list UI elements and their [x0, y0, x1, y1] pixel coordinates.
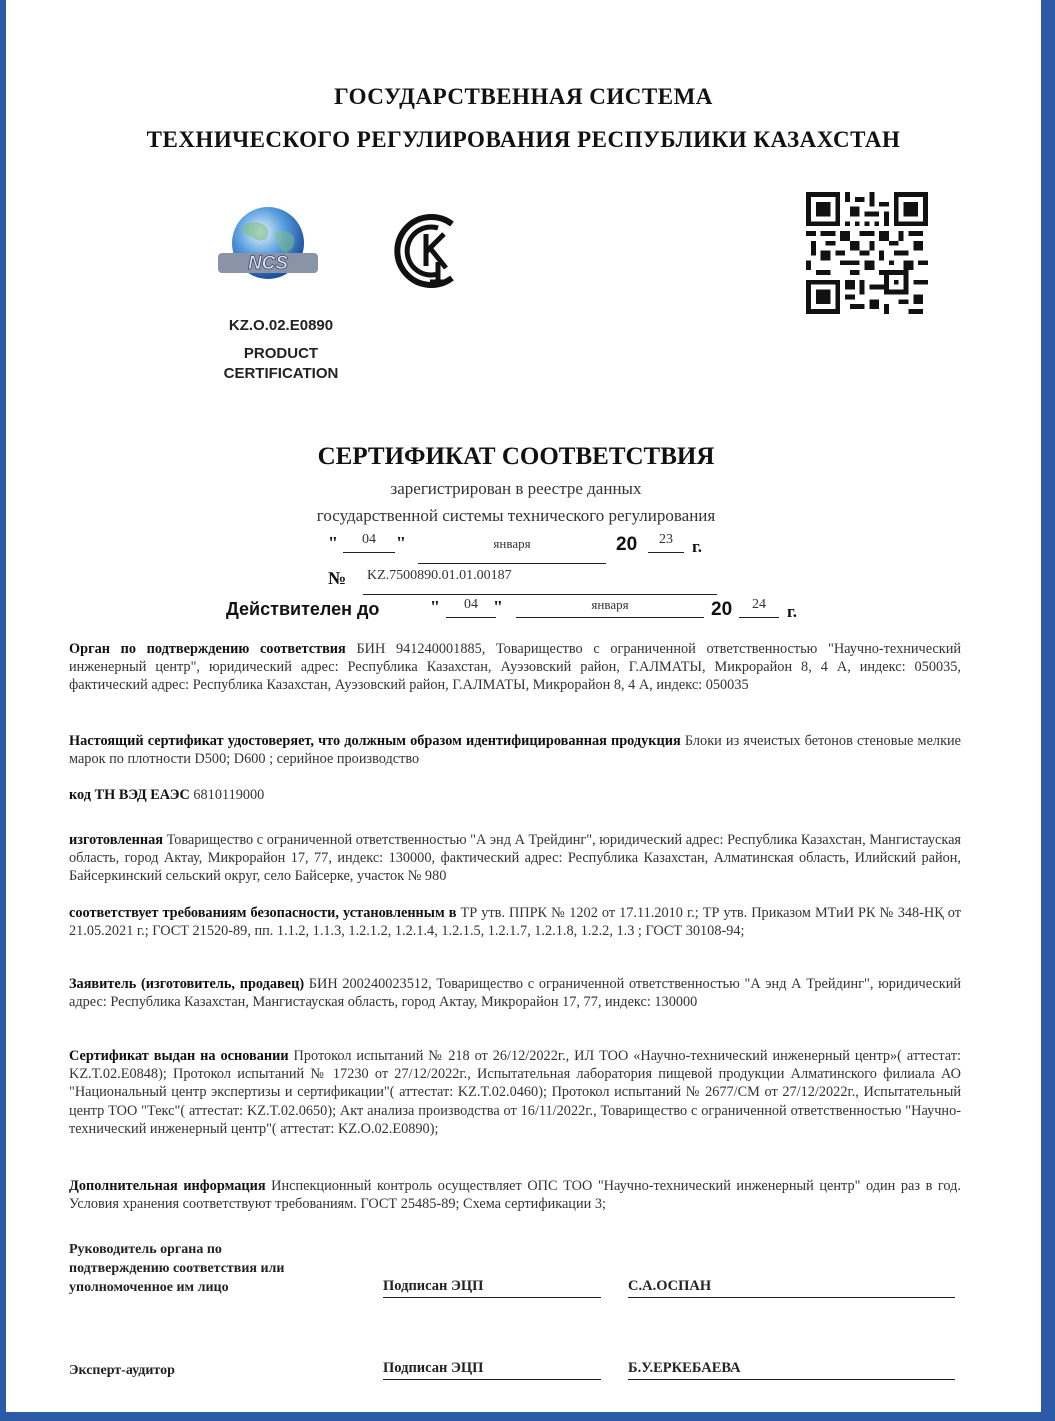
ncs-logo-text: NCS [247, 253, 289, 274]
maker-text: Товарищество с ограниченной ответственностью "А энд А Трейдинг", юридический адрес: Республика Казахстан, Мангистауская область, город Актау, Микрорайон 17, 77, индекс: 130000, фактический адрес: Республика Казахстан, Алматинская область, Илийский район, Байсеркинский сельский округ, село Байсерке, участок № 980 [69, 832, 962, 885]
valid-quote-close: " [493, 597, 503, 617]
ncs-globe-logo [212, 205, 324, 283]
organ-text: БИН 941240001885, Товарищество с ограниченной ответственностью "Научно-технический инженерный центр", юридический адрес: Республика Казахстан, Ауэзовский район, Г.АЛМАТЫ, Микрорайон 8, 4 А, индекс: 050035, фактический адрес: Республика Казахстан, Ауэзовский район, Г.АЛМАТЫ, Микрорайон 8, 4 А, индекс: 050035 [69, 641, 962, 694]
reg-quote-close: " [396, 533, 406, 553]
requirements-text: ТР утв. ППРК № 1202 от 17.11.2010 г.; ТР утв. Приказом МТиИ РК № 348-НҚ от 21.05.2021 г.; ГОСТ 21520-89, пп. 1.1.2, 1.1.3, 1.2.1.2, 1.2.1.4, 1.2.1.5, 1.2.1.7, 1.2.1.8, 1.2.2, 1.3 ; ГОСТ 30108-94; [69, 905, 961, 940]
number-label: № [328, 568, 347, 588]
header-line-2: ТЕХНИЧЕСКОГО РЕГУЛИРОВАНИЯ РЕСПУБЛИКИ КАЗАХСТАН [146, 127, 901, 152]
reg-year-suffix: 23 [648, 532, 684, 553]
expert-label: Эксперт-аудитор [69, 1363, 175, 1378]
extra-info-text: Инспекционный контроль осуществляет ОПС ТОО "Научно-технический инженерный центр" один раз в год. Условия хранения соответствуют требованиям. ГОСТ 25485-89; Схема сертификации 3; [69, 1178, 962, 1213]
product-section [69, 732, 961, 768]
valid-until-label: Действителен до [226, 599, 380, 619]
head-signatory-name: С.А.ОСПАН [628, 1278, 955, 1298]
valid-day: 04 [446, 597, 496, 618]
certificate-title: СЕРТИФИКАТ СООТВЕТСТВИЯ [317, 443, 715, 470]
requirements-label: соответствует требованиям безопасности, установленным в [69, 905, 457, 921]
head-label-line-1: Руководитель органа по [69, 1242, 222, 1257]
head-label-line-3: уполномоченное им лицо [69, 1280, 229, 1295]
reg-day: 04 [343, 532, 395, 553]
code-section [69, 786, 961, 804]
organ-label: Орган по подтверждению соответствия [69, 641, 346, 657]
reg-year-label: г. [692, 537, 703, 556]
product-label: Настоящий сертификат удостоверяет, что должным образом идентифицированная продукция [69, 733, 681, 749]
valid-quote-open: " [430, 597, 440, 617]
certificate-number: KZ.7500890.01.01.00187 [363, 566, 717, 595]
accreditation-line-2: CERTIFICATION [223, 365, 339, 382]
subtitle-2: государственной системы технического регулирования [316, 506, 716, 525]
subtitle-1: зарегистрирован в реестре данных [390, 479, 642, 498]
head-signed-ecp: Подписан ЭЦП [383, 1278, 601, 1298]
extra-info-label: Дополнительная информация [69, 1178, 266, 1194]
kz-conformity-mark-icon [386, 208, 472, 294]
basis-text: Протокол испытаний № 218 от 26/12/2022г., ИЛ ТОО «Научно-технический инженерный центр»( аттестат: KZ.T.02.E0848); Протокол испытаний № 17230 от 27/12/2022г., Испытательная лаборатория пищевой продукции Алматинского филиала АО "Национальный центр экспертизы и сертификации"( аттестат: KZ.T.02.0460); Протокол испытаний № 2677/СМ от 27/12/2022г., Испытательный центр ТОО "Текс"( аттестат: KZ.T.02.0650); Акт анализа производства от 16/11/2022г., Товарищество с ограниченной ответственностью "Научно-технический инженерный центр"( аттестат: KZ.O.02.E0890); [69, 1048, 962, 1137]
organ-section [69, 640, 961, 695]
certificate-page [6, 0, 1041, 1412]
maker-section [69, 831, 961, 886]
applicant-section [69, 975, 961, 1011]
head-label-line-2: подтверждению соответствия или [69, 1261, 285, 1276]
product-text: Блоки из ячеистых бетонов стеновые мелкие марок по плотности D500; D600 ; серийное производство [69, 733, 962, 768]
code-text: 6810119000 [193, 787, 265, 803]
code-label: код ТН ВЭД ЕАЭС [69, 787, 190, 803]
reg-quote-open: " [328, 533, 338, 553]
extra-info-section [69, 1177, 961, 1213]
valid-month: января [516, 597, 704, 618]
expert-name: Б.У.ЕРКЕБАЕВА [628, 1360, 955, 1380]
maker-label: изготовленная [69, 832, 163, 848]
applicant-label: Заявитель (изготовитель, продавец) [69, 976, 305, 992]
accreditation-line-1: PRODUCT [243, 345, 319, 362]
basis-section [69, 1047, 961, 1138]
valid-year-suffix: 24 [739, 597, 779, 618]
reg-year-prefix: 20 [616, 534, 638, 555]
valid-year-prefix: 20 [711, 599, 733, 620]
reg-month: января [418, 541, 606, 564]
basis-label: Сертификат выдан на основании [69, 1048, 289, 1064]
head-signatory-label [69, 1240, 284, 1297]
requirements-section [69, 904, 961, 940]
qr-code [806, 192, 928, 314]
header-line-1: ГОСУДАРСТВЕННАЯ СИСТЕМА [334, 84, 713, 109]
expert-signed-ecp: Подписан ЭЦП [383, 1360, 601, 1380]
accreditation-code: KZ.O.02.E0890 [228, 317, 334, 334]
valid-year-label: г. [787, 602, 798, 621]
applicant-text: БИН 200240023512, Товарищество с ограниченной ответственностью "А энд А Трейдинг", юридический адрес: Республика Казахстан, Мангистауская область, город Актау, Микрорайон 17, 77, индекс: 130000 [69, 976, 961, 1011]
